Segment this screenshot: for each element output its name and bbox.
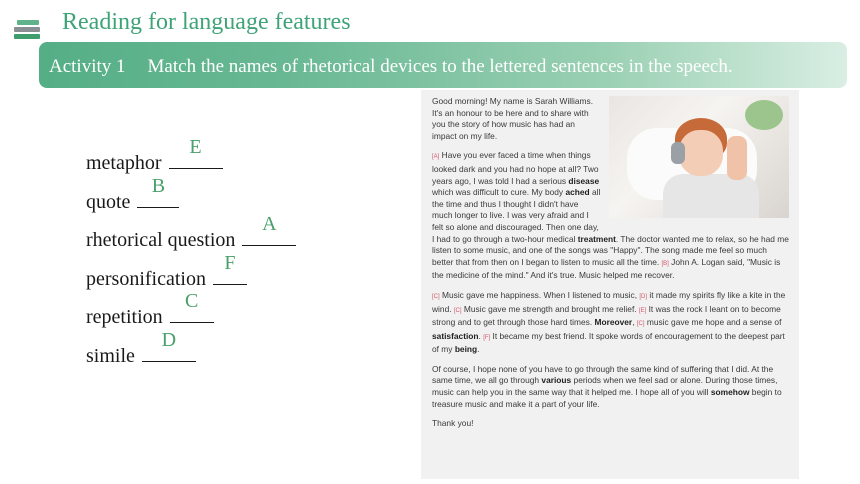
sentence-tag: [F] xyxy=(483,334,491,341)
match-item xyxy=(86,328,296,382)
sentence-tag: [A] xyxy=(432,154,440,161)
sentence-tag: [C] xyxy=(432,293,440,300)
sentence-tag: [E] xyxy=(638,307,647,314)
answer-letter: D xyxy=(161,328,177,351)
answer-blank[interactable] xyxy=(142,328,196,362)
answer-letter: E xyxy=(189,136,202,158)
match-item xyxy=(86,136,296,189)
match-list xyxy=(86,136,296,382)
speech-panel xyxy=(421,90,799,479)
device-term: simile xyxy=(86,344,135,367)
answer-blank[interactable] xyxy=(137,174,179,208)
answer-blank[interactable] xyxy=(170,290,214,323)
activity-banner xyxy=(39,42,847,88)
device-term: metaphor xyxy=(86,152,162,174)
sentence-tag: [B] xyxy=(661,260,669,267)
activity-instruction: Match the names of rhetorical devices to the lettered sentences in the speech. xyxy=(147,56,733,77)
answer-blank[interactable] xyxy=(242,213,296,246)
answer-blank[interactable] xyxy=(169,136,223,169)
device-term: repetition xyxy=(86,306,163,329)
speech-paragraph-3: [C] Music gave me happiness. When I listened to music, [D] it made my spirits fly like a kite in the wind. [C] Music gave me strength and brought me relief. [E] It was the rock I leant on to become strong and to get through those hard times. Moreover, [C] music gave me hope and a sense of satisfaction. [F] It became my best friend. It spoke words of encouragement to the deepest part of my being. xyxy=(432,289,786,355)
sentence-tag: [C] xyxy=(636,321,645,328)
answer-letter: F xyxy=(224,251,236,274)
speech-paragraph-4: Of course, I hope none of you have to go through the same kind of suffering that I did. At the same time, we all go through various periods when we feel sad or alone. During those times, music can help you in the same way that it helped me. I hope all of you will somehow begin to treasure music and make it a part of your life. xyxy=(432,363,782,409)
speech-paragraph-1: Good morning! My name is Sarah Williams. It's an honour to be here and to share with you the story of how music has had an impact on my life. xyxy=(432,96,594,141)
speech-text xyxy=(432,96,789,438)
activity-label: Activity 1 xyxy=(49,56,126,77)
device-term: personification xyxy=(86,267,206,290)
match-item xyxy=(86,213,296,266)
answer-letter: C xyxy=(184,290,199,313)
speech-paragraph-2: [A] Have you ever faced a time when things looked dark and you had no hope at all? Two years ago, I was told I had a serious disease which was difficult to cure. My body ached all the time and thus I thought I didn't have much longer to live. I was very afraid and I felt so alone and discouraged. Then one day, I had to go through a two-hour medical treatment. The doctor wanted me to relax, so he had me listen to some music, and one of the songs was "Happy". The song made me feel so much better that from then on I began to listen to music all the time. [B] John A. Logan said, "Music is the medicine of the mind." And it's true. Music helped me recover. xyxy=(432,150,789,281)
section-title: Reading for language features xyxy=(62,9,351,35)
answer-letter: A xyxy=(262,213,277,236)
books-icon xyxy=(14,20,42,42)
sentence-tag: [D] xyxy=(639,293,648,300)
activity-text xyxy=(49,56,733,78)
answer-letter: B xyxy=(151,174,166,197)
speech-closing: Thank you! xyxy=(432,418,474,429)
speech-photo xyxy=(609,96,789,218)
answer-blank[interactable] xyxy=(213,251,247,285)
device-term: quote xyxy=(86,190,131,213)
device-term: rhetorical question xyxy=(86,229,236,252)
sentence-tag: [C] xyxy=(453,307,462,314)
